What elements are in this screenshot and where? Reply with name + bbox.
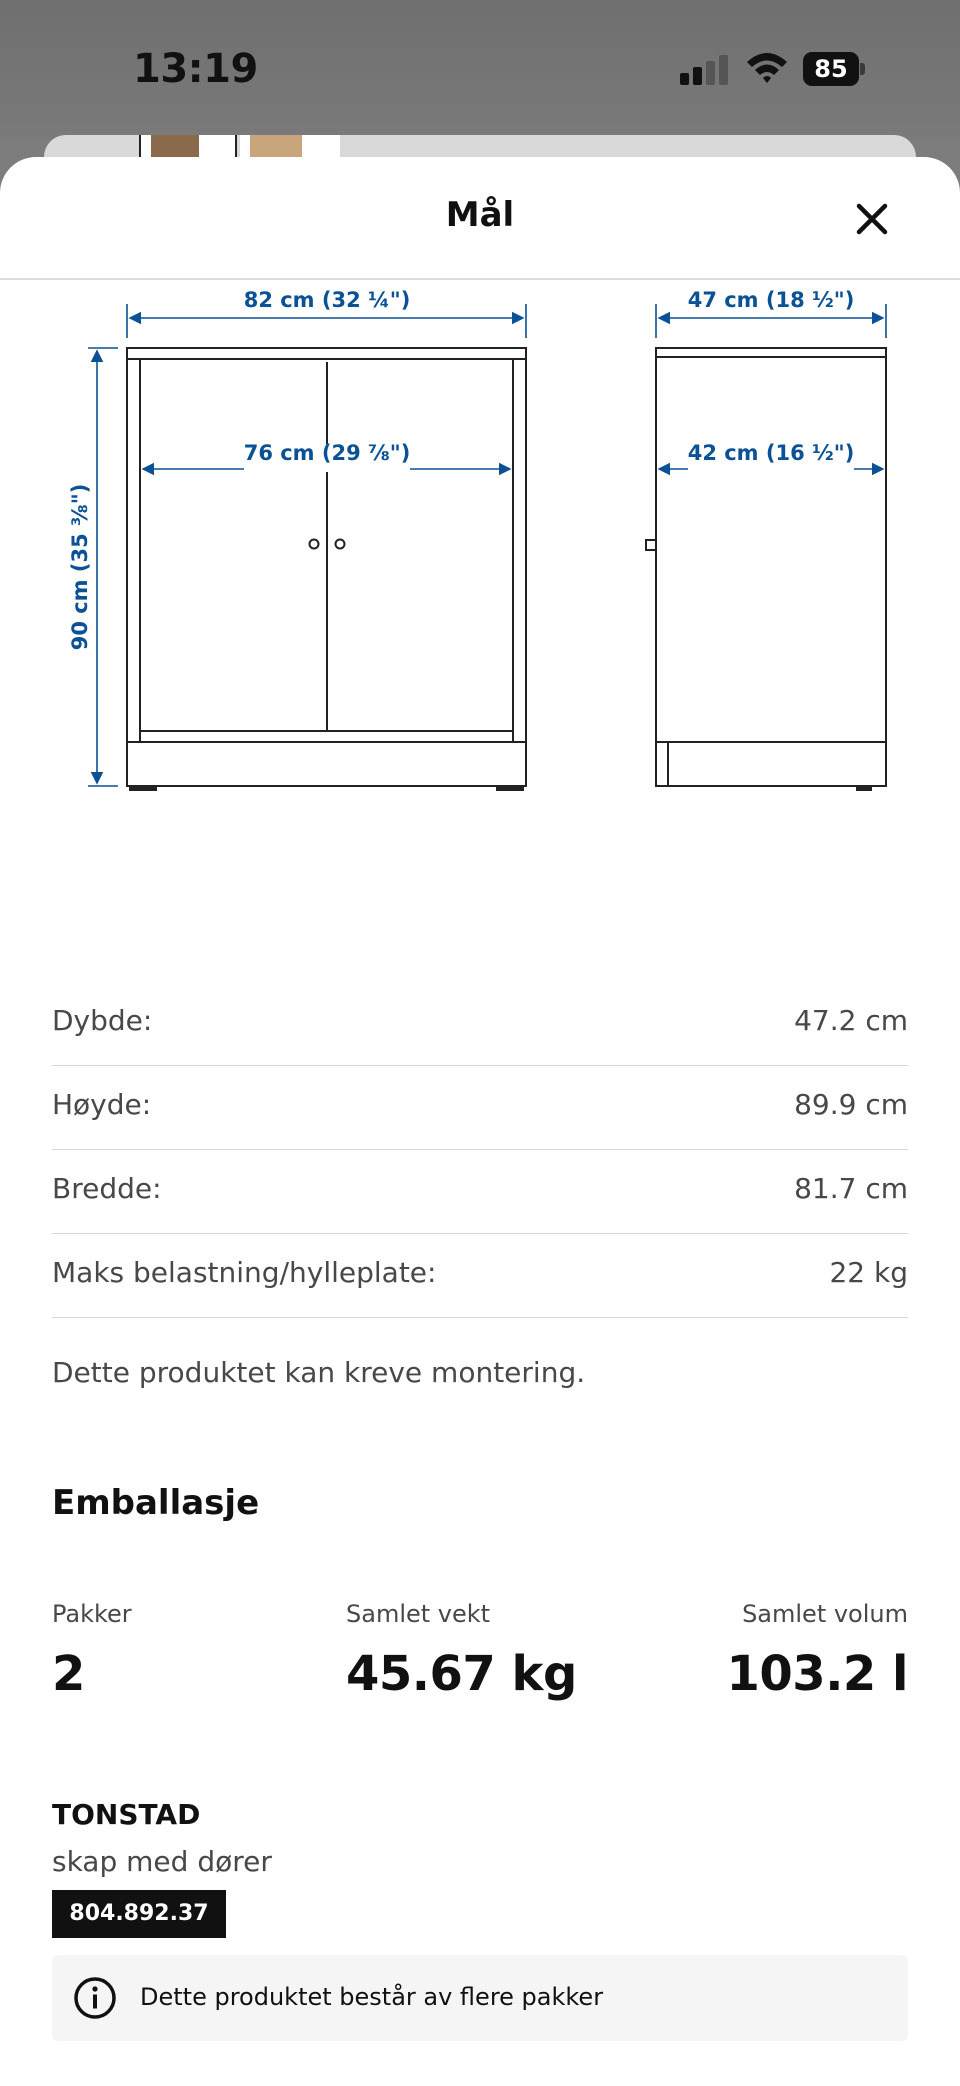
multi-package-text: Dette produktet består av flere pakker bbox=[140, 1983, 604, 2011]
product-name: TONSTAD bbox=[52, 1798, 201, 1831]
volume-label: Samlet volum bbox=[742, 1600, 908, 1628]
status-time: 13:19 bbox=[133, 46, 258, 92]
spec-row-height bbox=[52, 1066, 908, 1150]
cellular-signal-icon bbox=[680, 55, 728, 85]
product-description: skap med dører bbox=[52, 1845, 272, 1878]
spec-label: Bredde: bbox=[52, 1172, 162, 1205]
packages-value: 2 bbox=[52, 1646, 85, 1702]
wifi-icon bbox=[745, 50, 789, 86]
height-label: 90 cm (35 ⅜") bbox=[68, 483, 92, 651]
sheet-header bbox=[0, 157, 960, 280]
side-view bbox=[646, 348, 886, 790]
spec-label: Maks belastning/hylleplate: bbox=[52, 1256, 437, 1289]
sheet-title: Mål bbox=[445, 195, 515, 235]
article-number-badge: 804.892.37 bbox=[52, 1890, 226, 1938]
packaging-title: Emballasje bbox=[52, 1483, 260, 1523]
spec-value: 22 kg bbox=[829, 1256, 908, 1289]
assembly-note: Dette produktet kan kreve montering. bbox=[52, 1356, 586, 1389]
spec-row-width bbox=[52, 1150, 908, 1234]
weight-label: Samlet vekt bbox=[346, 1600, 491, 1628]
spec-value: 81.7 cm bbox=[794, 1172, 908, 1205]
volume-value: 103.2 l bbox=[726, 1646, 908, 1702]
spec-label: Høyde: bbox=[52, 1088, 152, 1121]
total-volume bbox=[727, 1600, 909, 1702]
total-weight bbox=[346, 1600, 577, 1702]
status-bar bbox=[0, 0, 960, 140]
front-view bbox=[127, 348, 526, 790]
spec-row-depth bbox=[52, 982, 908, 1066]
close-icon[interactable] bbox=[850, 197, 894, 241]
side-inner-depth-label: 42 cm (16 ½") bbox=[687, 441, 855, 465]
spec-value: 47.2 cm bbox=[794, 1004, 908, 1037]
side-depth-label: 47 cm (18 ½") bbox=[687, 288, 855, 312]
spec-label: Dybde: bbox=[52, 1004, 153, 1037]
front-width-label: 82 cm (32 ¼") bbox=[243, 288, 411, 312]
battery-level: 85 bbox=[803, 52, 859, 86]
packages-label: Pakker bbox=[52, 1600, 132, 1628]
multi-package-notice bbox=[52, 1955, 908, 2041]
weight-value: 45.67 kg bbox=[346, 1646, 577, 1702]
front-inner-width-label: 76 cm (29 ⅞") bbox=[243, 441, 411, 465]
spec-row-max-load bbox=[52, 1234, 908, 1318]
spec-value: 89.9 cm bbox=[794, 1088, 908, 1121]
battery-icon bbox=[803, 52, 865, 86]
dimension-drawing bbox=[0, 280, 960, 980]
packages-count bbox=[52, 1600, 132, 1702]
info-icon bbox=[73, 1976, 117, 2020]
